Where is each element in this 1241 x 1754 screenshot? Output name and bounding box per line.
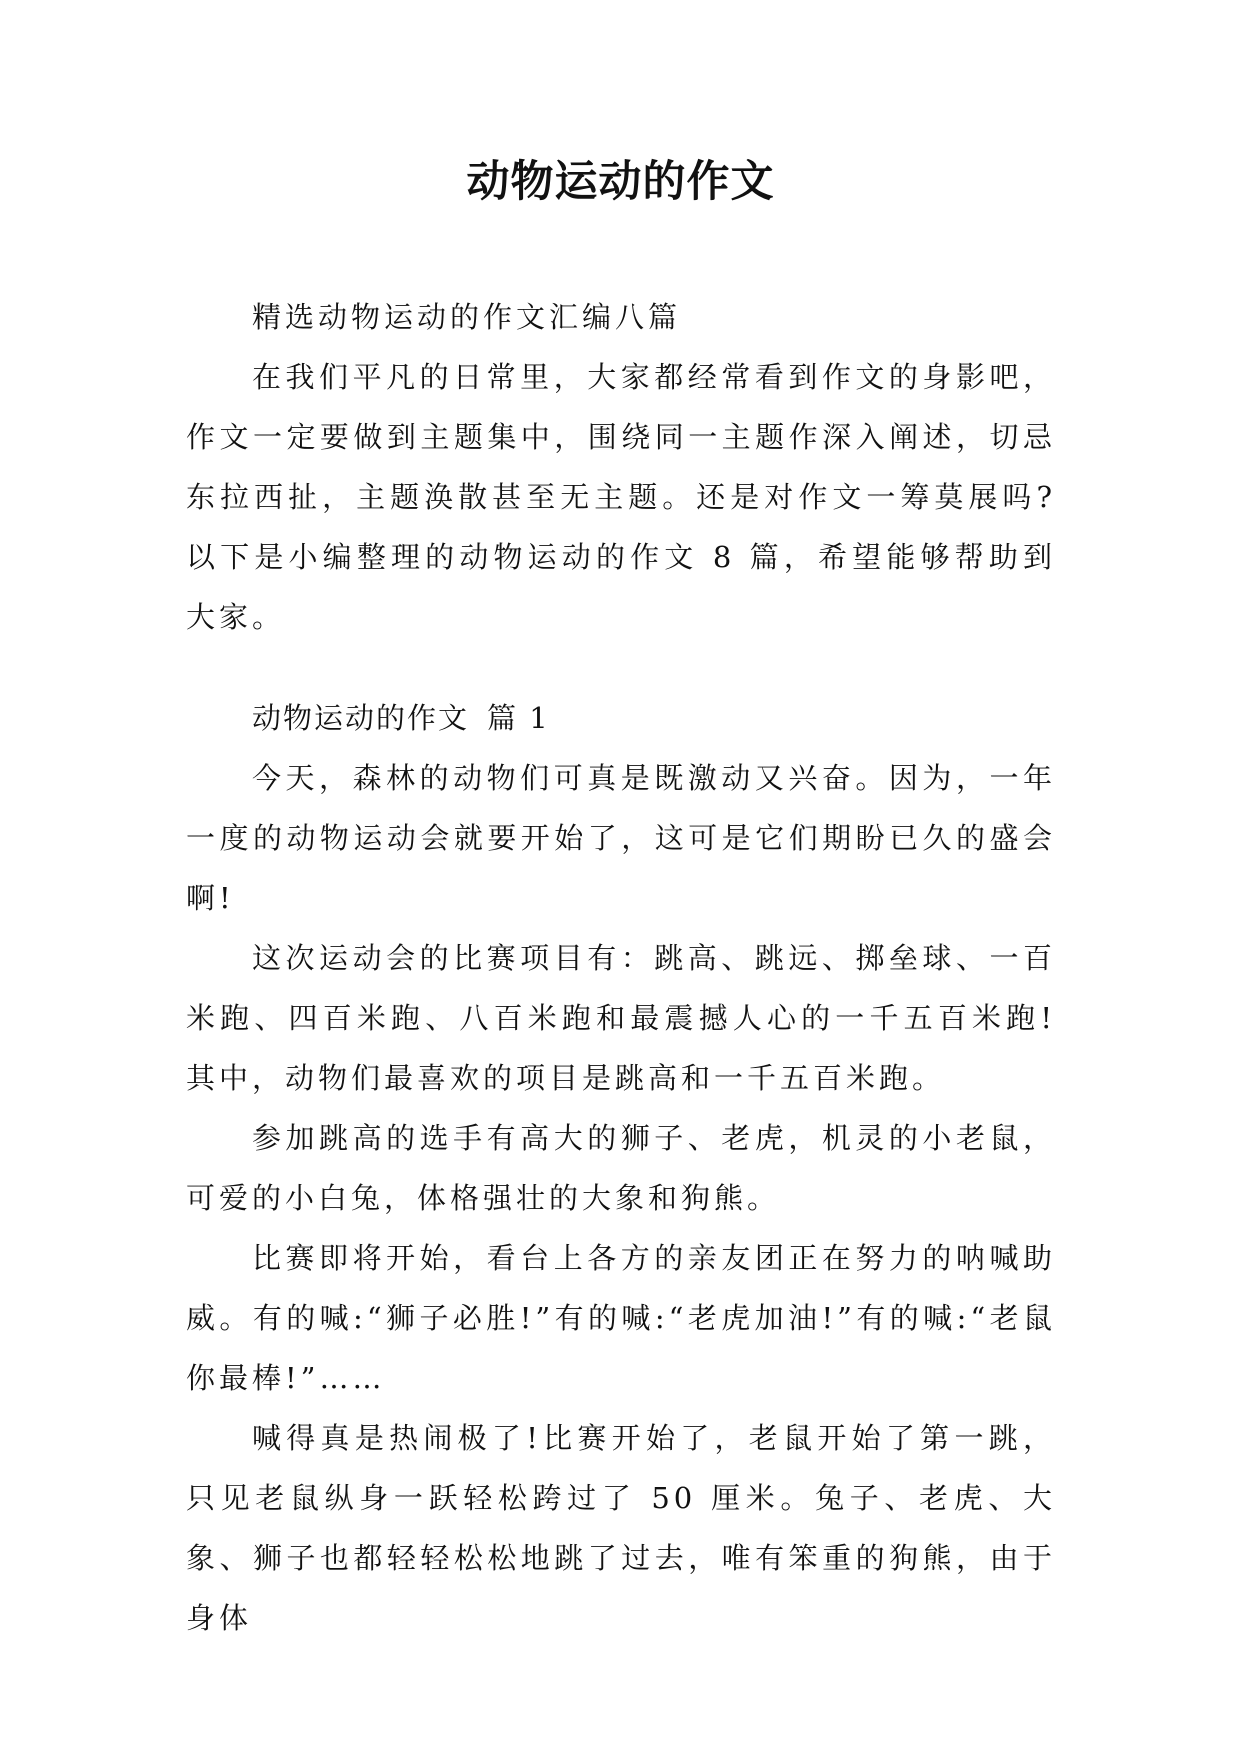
section-paragraph: 比赛即将开始，看台上各方的亲友团正在努力的呐喊助威。有的喊:“狮子必胜!”有的喊:“老虎加油!”有的喊:“老鼠你最棒!”…… xyxy=(186,1241,1056,1395)
intro-block xyxy=(186,287,1056,647)
intro-paragraph: 在我们平凡的日常里，大家都经常看到作文的身影吧，作文一定要做到主题集中，围绕同一主题作深入阐述，切忌东拉西扯，主题涣散甚至无主题。还是对作文一筹莫展吗?以下是小编整理的动物运动的作文 8 篇，希望能够帮助到大家。 xyxy=(186,360,1056,634)
section-heading xyxy=(186,688,1056,748)
section-heading-number: 篇 1 xyxy=(487,701,550,735)
section-paragraph: 喊得真是热闹极了!比赛开始了，老鼠开始了第一跳，只见老鼠纵身一跃轻松跨过了 50 厘米。兔子、老虎、大象、狮子也都轻轻松松地跳了过去，唯有笨重的狗熊，由于身体 xyxy=(186,1421,1056,1635)
intro-subtitle: 精选动物运动的作文汇编八篇 xyxy=(252,300,682,334)
section-paragraph: 今天，森林的动物们可真是既激动又兴奋。因为，一年一度的动物运动会就要开始了，这可是它们期盼已久的盛会啊! xyxy=(186,761,1056,915)
section-1 xyxy=(186,688,1056,1648)
section-paragraph: 参加跳高的选手有高大的狮子、老虎，机灵的小老鼠，可爱的小白兔，体格强壮的大象和狗熊。 xyxy=(186,1121,1056,1215)
section-heading-title: 动物运动的作文 xyxy=(252,701,470,735)
document-title: 动物运动的作文 xyxy=(466,157,775,207)
section-paragraph: 这次运动会的比赛项目有：跳高、跳远、掷垒球、一百米跑、四百米跑、八百米跑和最震撼人心的一千五百米跑!其中，动物们最喜欢的项目是跳高和一千五百米跑。 xyxy=(186,941,1056,1095)
